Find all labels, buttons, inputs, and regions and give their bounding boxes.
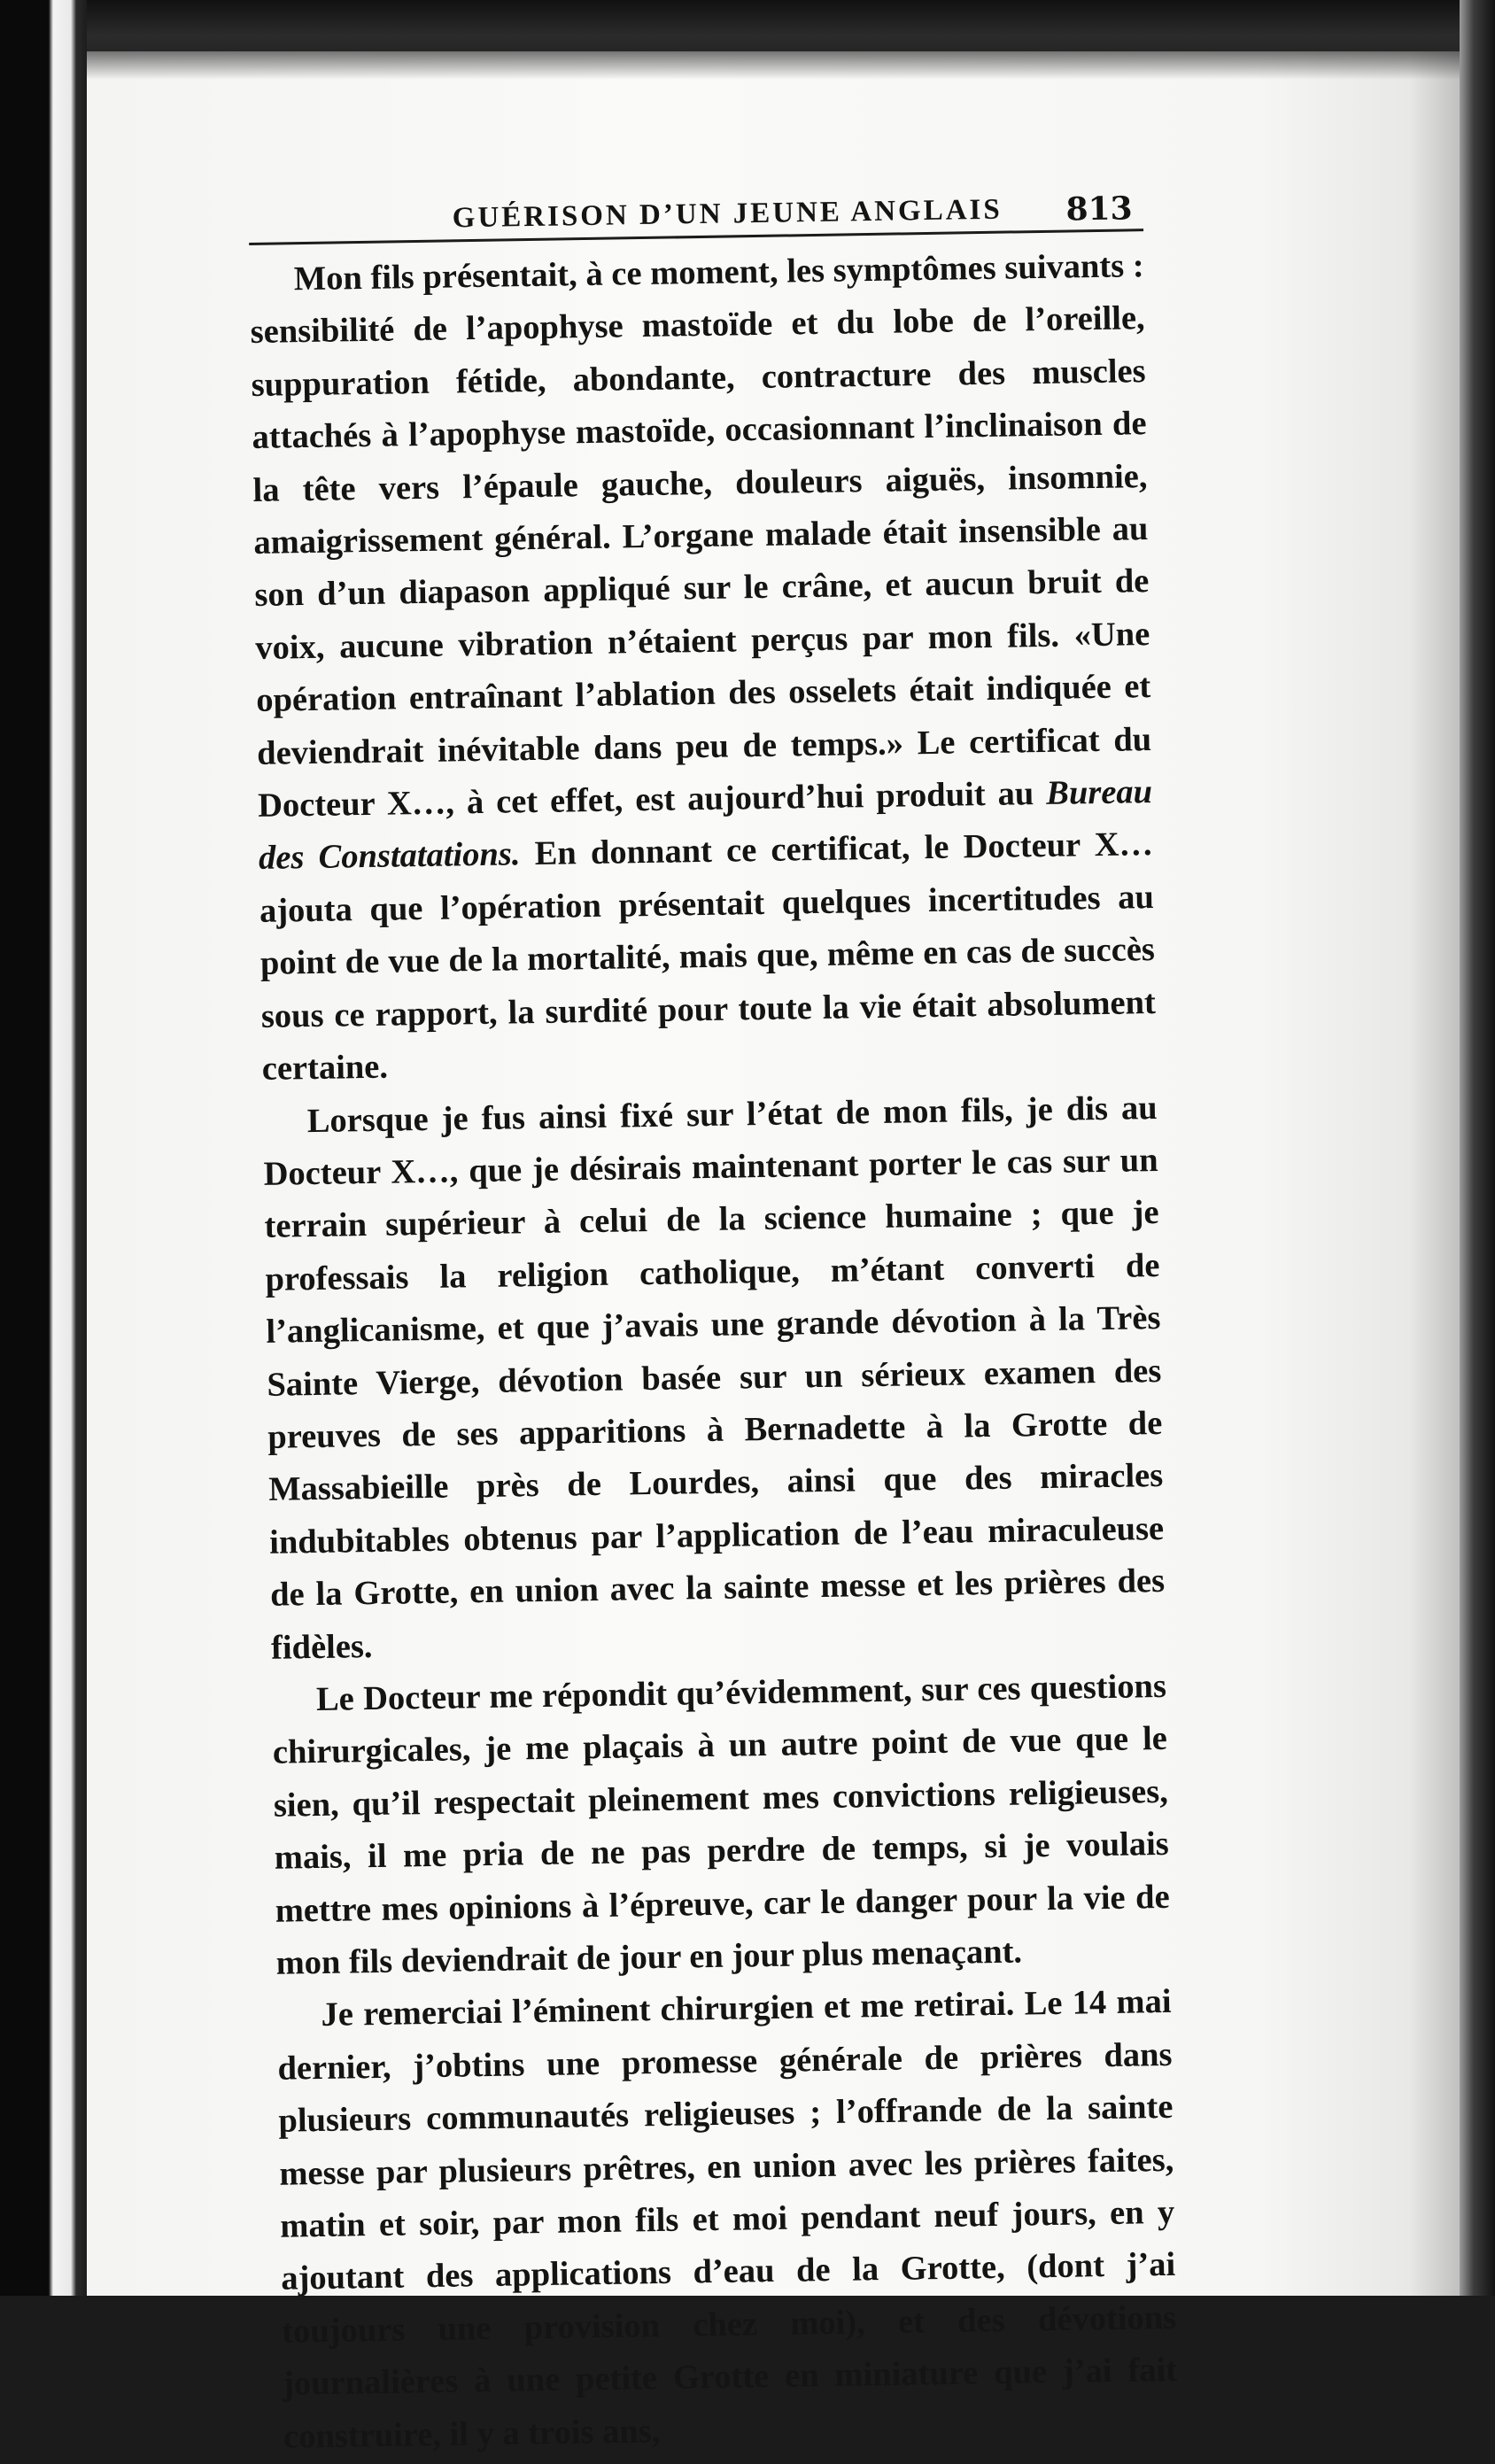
page-text-block bbox=[248, 163, 1178, 2456]
page-top-shadow bbox=[87, 0, 1464, 80]
body-text bbox=[249, 240, 1178, 2464]
paragraph-3: Le Docteur me répondit qu’évidemment, sur ces questions chirurgicales, je me plaçais à un autre point de vue que le sien, qu’il respectait pleinement mes convictions religieuses, mais, il me pria de ne pas perdre de temps, si je voulais mettre mes opinions à l’épreuve, car le danger pour la vie de mon fils deviendrait de jour en jour plus menaçant. bbox=[272, 1667, 1170, 1982]
running-title: GUÉRISON D’UN JEUNE ANGLAIS bbox=[452, 193, 1003, 235]
paragraph-1 bbox=[249, 240, 1157, 1096]
paragraph-2: Lorsque je fus ainsi fixé sur l’état de mon fils, je dis au Docteur X…, que je désirais maintenant porter le cas sur un terrain supérieur à celui de la science humaine ; que je professais la religion catholique, m’étant converti de l’anglicanisme, et que j’avais une grande dévotion à la Très Sainte Vierge, dévotion basée sur un sérieux examen des preuves de ses apparitions à Bernadette à la Grotte de Massabieille près de Lourdes, ainsi que des miracles indubitables obtenus par l’application de l’eau miraculeuse de la Grotte, en union avec la sainte messe et les prières des fidèles. bbox=[263, 1089, 1166, 1667]
running-head bbox=[248, 163, 1143, 245]
paragraph-1-lead: Mon fils présentait, à ce moment, les symptômes suivants : sensibilité de l’apophyse mastoïde et du lobe de l’oreille, suppuration fétide, abondante, contracture des muscles attachés à l’apophyse mastoïde, occasionnant l’inclinaison de la tête vers l’épaule gauche, douleurs aiguës, insomnie, amaigrissement général. L’organe malade était insensible au son d’un diapason appliqué sur le crâne, et aucun bruit de voix, aucune vibration n’étaient perçus par mon fils. «Une opération entraînant l’ablation des osselets était indiquée et deviendrait inévitable dans peu de temps.» Le certificat du Docteur X…, à cet effet, est aujourd’hui produit au bbox=[250, 247, 1152, 825]
paragraph-1-tail: En donnant ce certificat, le Docteur X… ajouta que l’opération présentait quelques incertitudes au point de vue de la mortalité, mais que, même en cas de succès sous ce rapport, la surdité pour toute la vie était absolument certaine. bbox=[259, 825, 1157, 1088]
paragraph-1-italic-phrase: Bureau des Constatations. bbox=[258, 773, 1153, 878]
page-right-edge bbox=[1460, 0, 1495, 2296]
paragraph-4: Je remerciai l’éminent chirurgien et me retirai. Le 14 mai dernier, j’obtins une promesse générale de prières dans plusieurs communautés religieuses ; l’offrande de la sainte messe par plusieurs prêtres, en union avec les prières faites, matin et soir, par mon fils et moi pendant neuf jours, en y ajoutant des applications d’eau de la Grotte, (dont j’ai toujours une provision chez moi), et des dévotions journalières à une petite Grotte en miniature que j’ai fait construire, il y a trois ans, bbox=[277, 1983, 1178, 2456]
book-gutter bbox=[0, 0, 89, 2296]
page-number: 813 bbox=[1065, 190, 1134, 229]
